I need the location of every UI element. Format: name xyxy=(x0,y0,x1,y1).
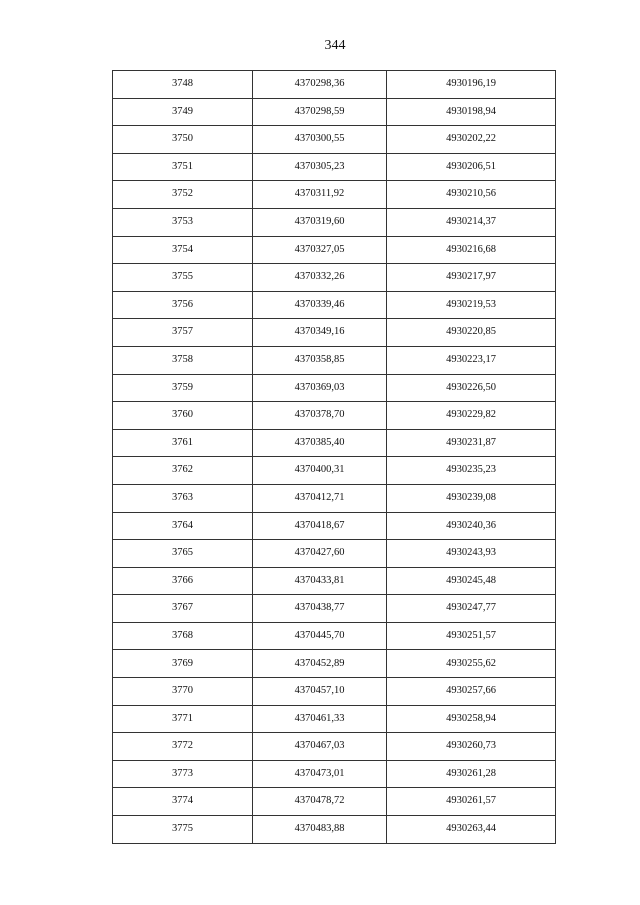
table-row xyxy=(113,126,556,154)
x-coordinate-cell: 4370457,10 xyxy=(253,678,387,706)
y-coordinate-cell: 4930214,37 xyxy=(387,208,556,236)
table-row xyxy=(113,319,556,347)
y-coordinate-cell: 4930206,51 xyxy=(387,153,556,181)
y-coordinate-cell: 4930198,94 xyxy=(387,98,556,126)
table-row xyxy=(113,733,556,761)
x-coordinate-cell: 4370385,40 xyxy=(253,429,387,457)
point-number-cell: 3752 xyxy=(113,181,253,209)
x-coordinate-cell: 4370349,16 xyxy=(253,319,387,347)
y-coordinate-cell: 4930210,56 xyxy=(387,181,556,209)
table-row xyxy=(113,816,556,844)
point-number-cell: 3754 xyxy=(113,236,253,264)
table-row xyxy=(113,208,556,236)
y-coordinate-cell: 4930240,36 xyxy=(387,512,556,540)
point-number-cell: 3750 xyxy=(113,126,253,154)
point-number-cell: 3773 xyxy=(113,760,253,788)
point-number-cell: 3765 xyxy=(113,540,253,568)
point-number-cell: 3763 xyxy=(113,484,253,512)
table-row xyxy=(113,98,556,126)
x-coordinate-cell: 4370412,71 xyxy=(253,484,387,512)
point-number-cell: 3769 xyxy=(113,650,253,678)
table-row xyxy=(113,429,556,457)
y-coordinate-cell: 4930216,68 xyxy=(387,236,556,264)
table-row xyxy=(113,622,556,650)
table-row xyxy=(113,402,556,430)
table-row xyxy=(113,650,556,678)
x-coordinate-cell: 4370358,85 xyxy=(253,346,387,374)
table-row xyxy=(113,484,556,512)
x-coordinate-cell: 4370332,26 xyxy=(253,264,387,292)
point-number-cell: 3756 xyxy=(113,291,253,319)
y-coordinate-cell: 4930219,53 xyxy=(387,291,556,319)
coordinates-table xyxy=(112,70,556,844)
table-row xyxy=(113,457,556,485)
point-number-cell: 3749 xyxy=(113,98,253,126)
point-number-cell: 3760 xyxy=(113,402,253,430)
y-coordinate-cell: 4930251,57 xyxy=(387,622,556,650)
x-coordinate-cell: 4370311,92 xyxy=(253,181,387,209)
table-row xyxy=(113,705,556,733)
point-number-cell: 3766 xyxy=(113,567,253,595)
point-number-cell: 3751 xyxy=(113,153,253,181)
x-coordinate-cell: 4370327,05 xyxy=(253,236,387,264)
x-coordinate-cell: 4370319,60 xyxy=(253,208,387,236)
y-coordinate-cell: 4930229,82 xyxy=(387,402,556,430)
y-coordinate-cell: 4930260,73 xyxy=(387,733,556,761)
table-row xyxy=(113,153,556,181)
y-coordinate-cell: 4930226,50 xyxy=(387,374,556,402)
table-row xyxy=(113,71,556,99)
table-row xyxy=(113,595,556,623)
x-coordinate-cell: 4370473,01 xyxy=(253,760,387,788)
point-number-cell: 3768 xyxy=(113,622,253,650)
y-coordinate-cell: 4930243,93 xyxy=(387,540,556,568)
point-number-cell: 3761 xyxy=(113,429,253,457)
y-coordinate-cell: 4930257,66 xyxy=(387,678,556,706)
table-row xyxy=(113,512,556,540)
point-number-cell: 3774 xyxy=(113,788,253,816)
point-number-cell: 3764 xyxy=(113,512,253,540)
x-coordinate-cell: 4370339,46 xyxy=(253,291,387,319)
table-row xyxy=(113,291,556,319)
table-row xyxy=(113,264,556,292)
point-number-cell: 3757 xyxy=(113,319,253,347)
table-row xyxy=(113,236,556,264)
point-number-cell: 3755 xyxy=(113,264,253,292)
x-coordinate-cell: 4370433,81 xyxy=(253,567,387,595)
point-number-cell: 3762 xyxy=(113,457,253,485)
y-coordinate-cell: 4930235,23 xyxy=(387,457,556,485)
table-row xyxy=(113,374,556,402)
y-coordinate-cell: 4930217,97 xyxy=(387,264,556,292)
x-coordinate-cell: 4370438,77 xyxy=(253,595,387,623)
point-number-cell: 3758 xyxy=(113,346,253,374)
point-number-cell: 3772 xyxy=(113,733,253,761)
point-number-cell: 3759 xyxy=(113,374,253,402)
table-row xyxy=(113,540,556,568)
table-row xyxy=(113,760,556,788)
x-coordinate-cell: 4370369,03 xyxy=(253,374,387,402)
y-coordinate-cell: 4930247,77 xyxy=(387,595,556,623)
x-coordinate-cell: 4370478,72 xyxy=(253,788,387,816)
point-number-cell: 3771 xyxy=(113,705,253,733)
point-number-cell: 3753 xyxy=(113,208,253,236)
x-coordinate-cell: 4370305,23 xyxy=(253,153,387,181)
y-coordinate-cell: 4930223,17 xyxy=(387,346,556,374)
y-coordinate-cell: 4930202,22 xyxy=(387,126,556,154)
y-coordinate-cell: 4930258,94 xyxy=(387,705,556,733)
table-row xyxy=(113,346,556,374)
x-coordinate-cell: 4370378,70 xyxy=(253,402,387,430)
page-number: 344 xyxy=(324,38,346,53)
point-number-cell: 3770 xyxy=(113,678,253,706)
y-coordinate-cell: 4930231,87 xyxy=(387,429,556,457)
y-coordinate-cell: 4930196,19 xyxy=(387,71,556,99)
point-number-cell: 3748 xyxy=(113,71,253,99)
y-coordinate-cell: 4930261,57 xyxy=(387,788,556,816)
table-row xyxy=(113,678,556,706)
x-coordinate-cell: 4370400,31 xyxy=(253,457,387,485)
coordinates-table-body xyxy=(113,71,556,844)
y-coordinate-cell: 4930245,48 xyxy=(387,567,556,595)
y-coordinate-cell: 4930220,85 xyxy=(387,319,556,347)
point-number-cell: 3775 xyxy=(113,816,253,844)
x-coordinate-cell: 4370483,88 xyxy=(253,816,387,844)
table-row xyxy=(113,788,556,816)
table-row xyxy=(113,567,556,595)
x-coordinate-cell: 4370445,70 xyxy=(253,622,387,650)
x-coordinate-cell: 4370461,33 xyxy=(253,705,387,733)
y-coordinate-cell: 4930261,28 xyxy=(387,760,556,788)
y-coordinate-cell: 4930255,62 xyxy=(387,650,556,678)
point-number-cell: 3767 xyxy=(113,595,253,623)
y-coordinate-cell: 4930263,44 xyxy=(387,816,556,844)
x-coordinate-cell: 4370298,59 xyxy=(253,98,387,126)
y-coordinate-cell: 4930239,08 xyxy=(387,484,556,512)
x-coordinate-cell: 4370300,55 xyxy=(253,126,387,154)
x-coordinate-cell: 4370418,67 xyxy=(253,512,387,540)
table-row xyxy=(113,181,556,209)
x-coordinate-cell: 4370298,36 xyxy=(253,71,387,99)
x-coordinate-cell: 4370427,60 xyxy=(253,540,387,568)
x-coordinate-cell: 4370467,03 xyxy=(253,733,387,761)
x-coordinate-cell: 4370452,89 xyxy=(253,650,387,678)
